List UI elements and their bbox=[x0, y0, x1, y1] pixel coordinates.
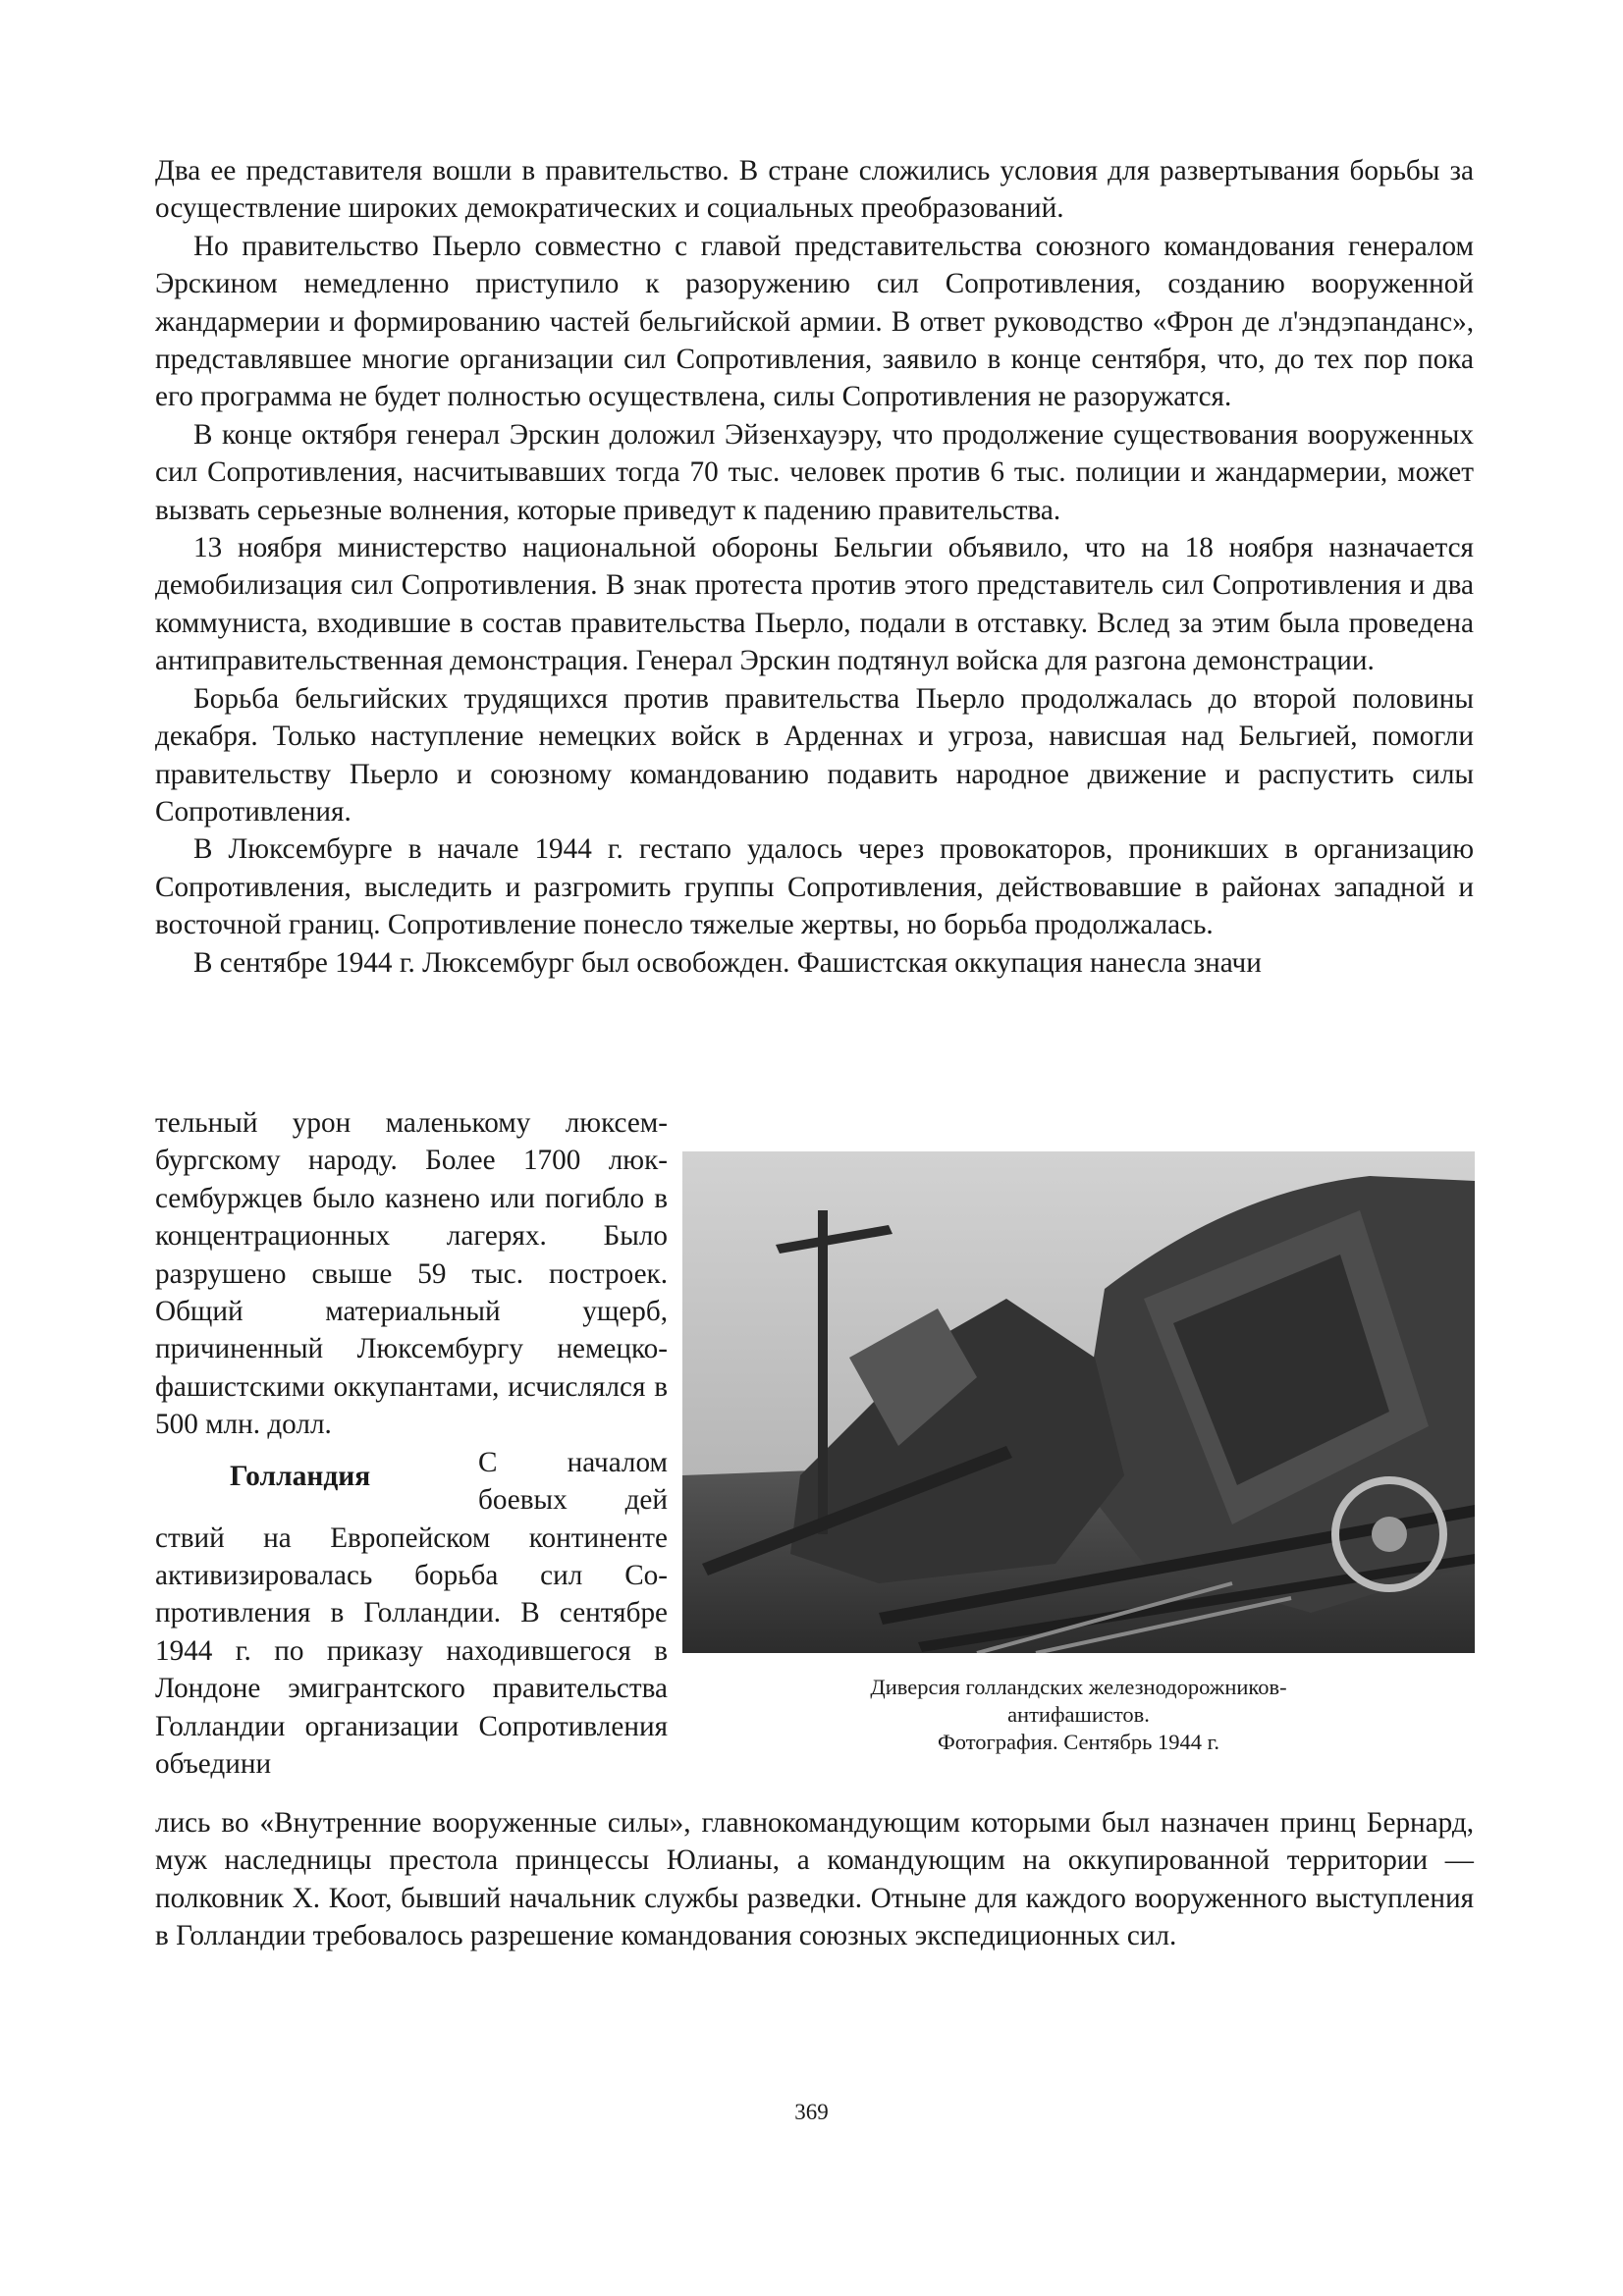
heading-side-text bbox=[478, 1444, 668, 1520]
paragraph-6: В Люксембурге в начале 1944 г. гестапо удалось через провокаторов, проникших в организацию Сопротивления, выследить и разгромить группы Сопротивления, действовавшие в районах западной и восточной границ. Сопротивление понесло тяжелые жертвы, но борьба продолжалась. bbox=[155, 833, 1474, 941]
page-number: 369 bbox=[794, 2100, 829, 2124]
train-sabotage-photo bbox=[682, 1151, 1475, 1653]
photo-illustration bbox=[682, 1151, 1475, 1653]
photo-caption bbox=[682, 1674, 1475, 1756]
heading-side-line-2: боевых дей bbox=[478, 1484, 668, 1517]
paragraph-2: Но правительство Пьерло совместно с главой представительства союзного командования генералом Эрскином немедленно приступило к разоружению сил Сопротивления, созданию вооруженной жандармерии и формированию частей бельгийской армии. В ответ руководство «Фрон де л'эндэпанданс», представлявшее многие организации сил Сопротивления, заявило в конце сентября, что, до тех пор пока его программа не будет полностью осуществлена, силы Сопротивления не разоружатся. bbox=[155, 230, 1474, 413]
caption-line-2: антифашистов. bbox=[1007, 1702, 1150, 1727]
body-text-top bbox=[155, 152, 1474, 982]
caption-line-3: Фотография. Сентябрь 1944 г. bbox=[938, 1730, 1219, 1754]
holland-paragraph-tail: лись во «Внутренние вооруженные силы», главнокомандующим которыми был назначен принц Бернард, муж наследницы престола принцессы Юлианы, а командующим на оккупированной территории — полковник Х. Коот, бывший начальник службы разведки. Отныне для каждого вооруженного выступления в Голландии требовалось разрешение командования союзных экспедиционных сил. bbox=[155, 1807, 1474, 1952]
caption-line-1: Диверсия голландских железнодорожников- bbox=[870, 1675, 1287, 1699]
body-text-wrapped bbox=[155, 1104, 668, 1784]
luxembourg-paragraph: тельный урон маленькому люксембургскому народу. Более 1700 люксембуржцев было казнено или погибло в концентрационных лагерях. Было разрушено свыше 59 тыс. построек. Общий материальный ущерб, причиненный Люксембургу немецко-фашистскими оккупантами, исчислялся в 500 млн. долл. bbox=[155, 1107, 668, 1441]
paragraph-5: Борьба бельгийских трудящихся против правительства Пьерло продолжалась до второй половины декабря. Только наступление немецких войск в Арденнах и угроза, нависшая над Бельгией, помогли правительству Пьерло и союзному командованию подавить народное движение и распустить силы Сопротивления. bbox=[155, 682, 1474, 828]
section-heading-row bbox=[155, 1444, 668, 1520]
holland-paragraph: ствий на Европейском континенте активизировалась борьба сил Сопротивления в Голландии. В сентябре 1944 г. по приказу находившегося в Лондоне эмигрантского правительства Голландии организации Сопротивления объедини bbox=[155, 1522, 668, 1781]
paragraph-7: В сентябре 1944 г. Люксембург был освобожден. Фашистская оккупация нанесла значи bbox=[193, 946, 1262, 979]
section-heading-holland: Голландия bbox=[230, 1460, 371, 1492]
paragraph-1: Два ее представителя вошли в правительство. В стране сложились условия для развертывания борьбы за осуществление широких демократических и социальных преобразований. bbox=[155, 155, 1474, 225]
heading-side-line-1: С началом bbox=[478, 1446, 668, 1478]
paragraph-4: 13 ноября министерство национальной обороны Бельгии объявило, что на 18 ноября назначается демобилизация сил Сопротивления. В знак протеста против этого представитель сил Сопротивления и два коммуниста, входившие в состав правительства Пьерло, подали в отставку. Вслед за этим была проведена антиправительственная демонстрация. Генерал Эрскин подтянул войска для разгона демонстрации. bbox=[155, 532, 1474, 677]
body-text-tail bbox=[155, 1804, 1474, 1955]
paragraph-3: В конце октября генерал Эрскин доложил Эйзенхауэру, что продолжение существования вооруженных сил Сопротивления, насчитывавших тогда 70 тыс. человек против 6 тыс. полиции и жандармерии, может вызвать серьезные волнения, которые приведут к падению правительства. bbox=[155, 418, 1474, 526]
